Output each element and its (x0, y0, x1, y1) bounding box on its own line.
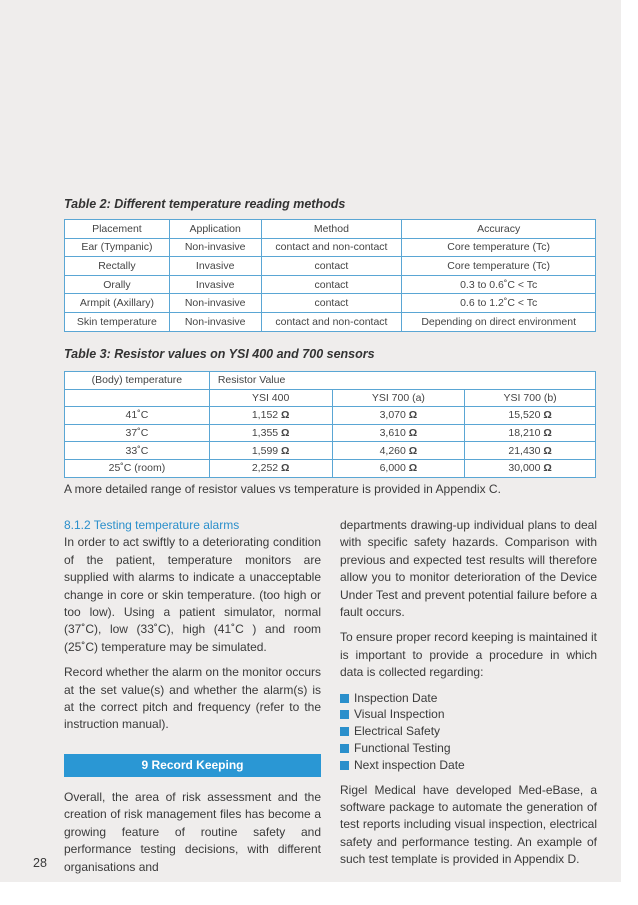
table-cell (65, 389, 210, 407)
table-cell: 0.3 to 0.6˚C < Tc (402, 275, 596, 294)
record-items-list (340, 690, 597, 774)
table-header-cell: Resistor Value (209, 372, 595, 390)
section-band-record-keeping: 9 Record Keeping (64, 754, 321, 777)
table-header-cell: YSI 400 (209, 389, 332, 407)
table-cell: 1,355 Ω (209, 424, 332, 442)
table-cell: Core temperature (Tc) (402, 257, 596, 276)
table-cell: 30,000 Ω (465, 459, 596, 477)
table-cell: contact and non-contact (261, 238, 402, 257)
table-cell: Depending on direct environment (402, 312, 596, 331)
table-cell: 18,210 Ω (465, 424, 596, 442)
left-column (64, 517, 321, 742)
ohm-symbol: Ω (281, 409, 290, 422)
page-number: 28 (33, 856, 47, 870)
list-item: Functional Testing (340, 740, 597, 757)
table2-title: Table 2: Different temperature reading methods (64, 197, 346, 211)
paragraph: Overall, the area of risk assessment and the creation of risk management files has become a growing feature of routine safety and performance testing decisions, with different organisations and (64, 790, 321, 874)
table-row (65, 459, 596, 477)
ohm-symbol: Ω (543, 462, 552, 475)
ohm-symbol: Ω (408, 427, 418, 440)
resistor-values-table (64, 371, 596, 478)
table-cell: Core temperature (Tc) (402, 238, 596, 257)
table-row (65, 257, 596, 276)
table-cell: 1,599 Ω (209, 442, 332, 460)
left-column-bottom (64, 789, 321, 884)
table-cell: 21,430 Ω (465, 442, 596, 460)
table-cell: Armpit (Axillary) (65, 294, 170, 313)
paragraph: departments drawing-up individual plans to deal with specific safety hazards. Comparison with previous and expected test results will therefore allow you to monitor deterioration of the Device Under Test and prevent potential failure before a fault occurs. (340, 518, 597, 620)
table-cell: contact (261, 275, 402, 294)
paragraph: Record whether the alarm on the monitor occurs at the set value(s) and whether the alarm(s) is at the correct pitch and frequency (refer to the instruction manual). (64, 665, 321, 732)
table-cell: 33˚C (65, 442, 210, 460)
table-cell: contact (261, 257, 402, 276)
bullet-square-icon (340, 694, 349, 703)
paragraph: In order to act swiftly to a deteriorating condition of the patient, temperature monitors are supplied with alarms to indicate a unacceptable change in core or skin temperature. (too high or too low). Using a patient simulator, normal (37˚C), low (33˚C), high (41˚C ) and room (25˚C) temperature may be simulated. (64, 535, 321, 654)
table-row (65, 312, 596, 331)
section-heading-alarms: 8.1.2 Testing temperature alarms (64, 518, 240, 532)
table-cell: 25˚C (room) (65, 459, 210, 477)
ohm-symbol: Ω (281, 444, 290, 457)
list-item: Inspection Date (340, 690, 597, 707)
table-cell: Invasive (169, 257, 261, 276)
ohm-symbol: Ω (408, 444, 418, 457)
right-column (340, 517, 597, 877)
table-row (65, 372, 596, 390)
table-cell: Ear (Tympanic) (65, 238, 170, 257)
table-cell: contact and non-contact (261, 312, 402, 331)
table-cell: Non-invasive (169, 238, 261, 257)
ohm-symbol: Ω (543, 427, 552, 440)
bullet-square-icon (340, 744, 349, 753)
table-cell: Method (261, 220, 402, 239)
table-row (65, 294, 596, 313)
table3-title: Table 3: Resistor values on YSI 400 and 700 sensors (64, 347, 375, 361)
table-cell: 3,070 Ω (332, 407, 465, 425)
list-item: Next inspection Date (340, 757, 597, 774)
table-row (65, 275, 596, 294)
table-row (65, 238, 596, 257)
temperature-methods-table (64, 219, 596, 332)
table-cell: Non-invasive (169, 294, 261, 313)
table-row (65, 442, 596, 460)
table-row (65, 407, 596, 425)
table-cell: 37˚C (65, 424, 210, 442)
table-cell: Rectally (65, 257, 170, 276)
ohm-symbol: Ω (408, 462, 418, 475)
appendix-c-note: A more detailed range of resistor values vs temperature is provided in Appendix C. (64, 482, 501, 496)
table-cell: Placement (65, 220, 170, 239)
paragraph: Rigel Medical have developed Med-eBase, a software package to automate the generation of test reports including visual inspection, electrical safety and performance testing. An example of such test template is provided in Appendix D. (340, 782, 597, 867)
list-item: Electrical Safety (340, 723, 597, 740)
table-cell: Non-invasive (169, 312, 261, 331)
table-cell: Orally (65, 275, 170, 294)
ohm-symbol: Ω (543, 444, 552, 457)
table-cell: Application (169, 220, 261, 239)
table-cell: Skin temperature (65, 312, 170, 331)
list-item: Visual Inspection (340, 706, 597, 723)
table-row (65, 424, 596, 442)
table-header-cell: YSI 700 (a) (332, 389, 465, 407)
ohm-symbol: Ω (408, 409, 418, 422)
ohm-symbol: Ω (281, 462, 290, 475)
table-header-cell: YSI 700 (b) (465, 389, 596, 407)
table-cell: contact (261, 294, 402, 313)
table-cell: Accuracy (402, 220, 596, 239)
bullet-square-icon (340, 761, 349, 770)
table-header-cell: (Body) temperature (65, 372, 210, 390)
table-row (65, 220, 596, 239)
bullet-square-icon (340, 727, 349, 736)
bullet-square-icon (340, 710, 349, 719)
table-cell: 15,520 Ω (465, 407, 596, 425)
table-cell: 2,252 Ω (209, 459, 332, 477)
table-cell: Invasive (169, 275, 261, 294)
ohm-symbol: Ω (281, 427, 290, 440)
table-cell: 41˚C (65, 407, 210, 425)
table-cell: 0.6 to 1.2˚C < Tc (402, 294, 596, 313)
paragraph: To ensure proper record keeping is maintained it is important to provide a procedure in which data is collected regarding: (340, 630, 597, 680)
table-cell: 3,610 Ω (332, 424, 465, 442)
table-cell: 1,152 Ω (209, 407, 332, 425)
table-cell: 6,000 Ω (332, 459, 465, 477)
table-row (65, 389, 596, 407)
ohm-symbol: Ω (543, 409, 552, 422)
table-cell: 4,260 Ω (332, 442, 465, 460)
